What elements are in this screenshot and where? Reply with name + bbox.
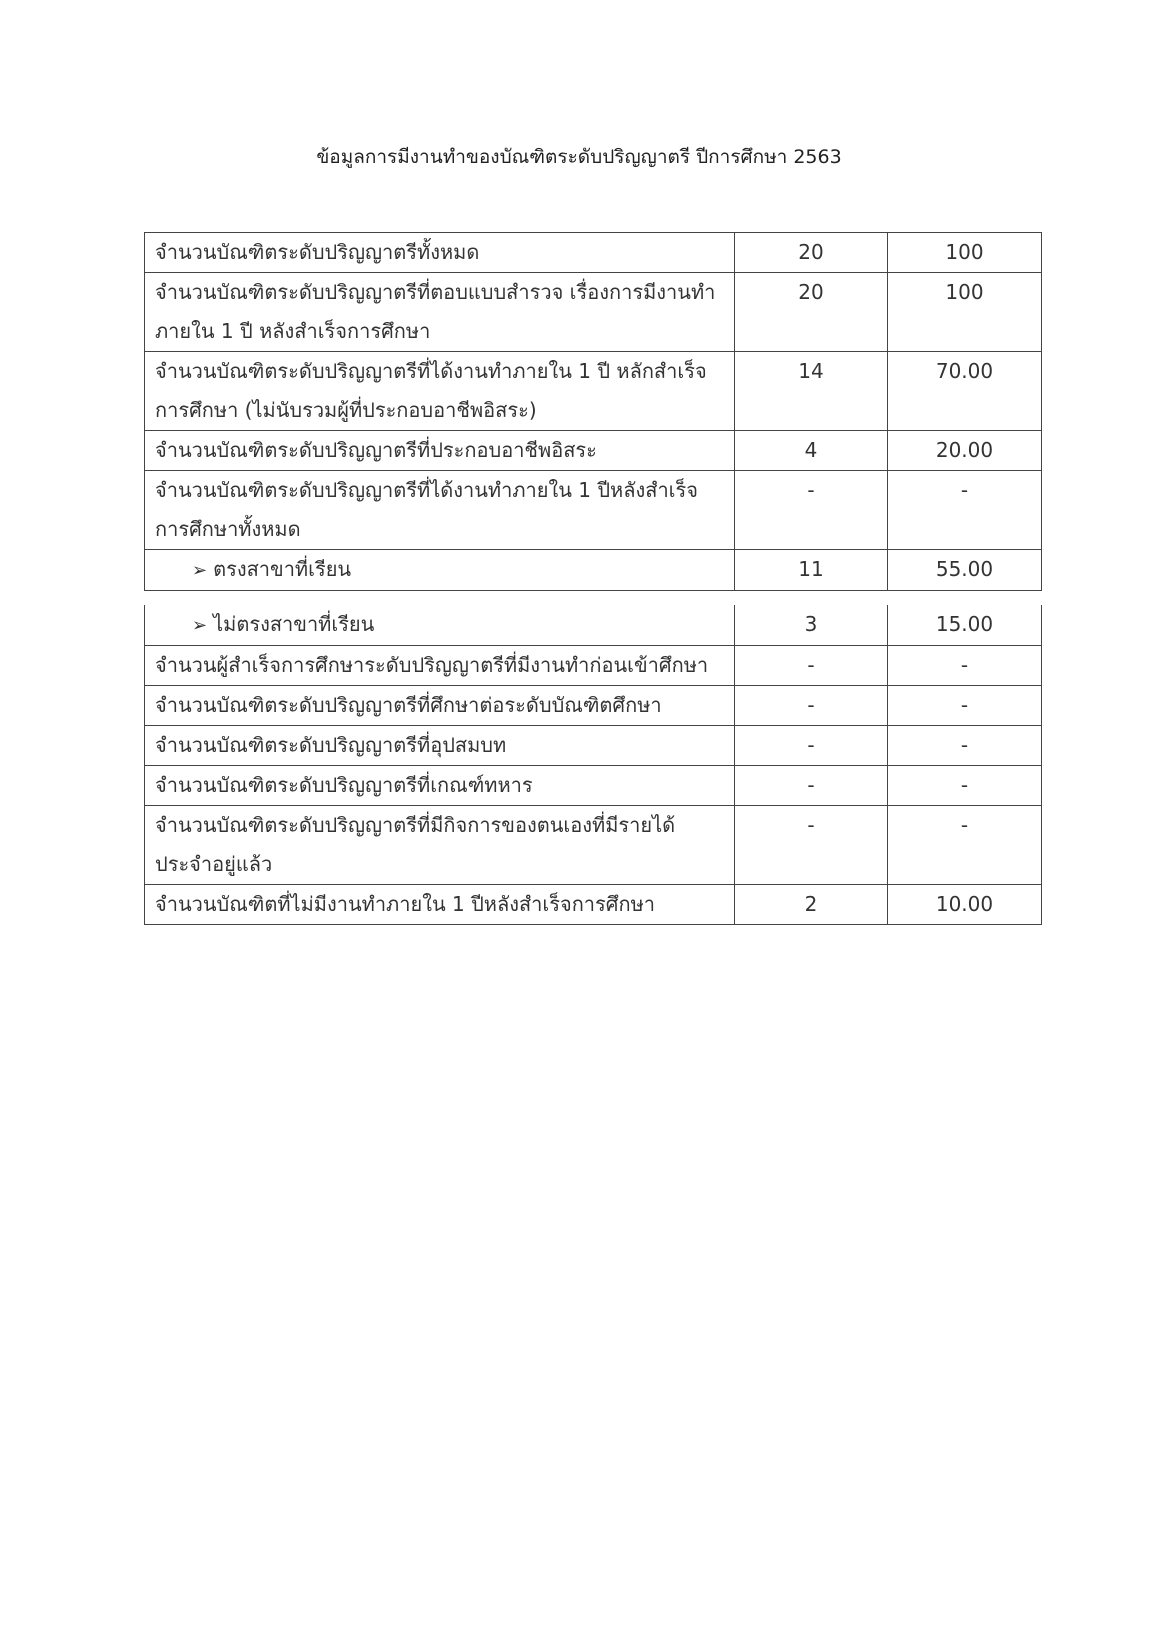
row-count: - — [735, 646, 888, 686]
table-row — [145, 726, 1042, 766]
row-percent: 20.00 — [888, 431, 1042, 471]
bullet-item — [155, 605, 724, 645]
row-count: - — [735, 766, 888, 806]
row-label: จำนวนบัณฑิตระดับปริญญาตรีที่เกณฑ์ทหาร — [145, 766, 735, 806]
table-row — [145, 686, 1042, 726]
table-row — [145, 605, 1042, 646]
row-percent: 10.00 — [888, 885, 1042, 925]
row-count: - — [735, 686, 888, 726]
row-percent: - — [888, 686, 1042, 726]
row-label: ตรงสาขาที่เรียน — [213, 557, 352, 581]
row-label: จำนวนผู้สำเร็จการศึกษาระดับปริญญาตรีที่มีงานทำก่อนเข้าศึกษา — [145, 646, 735, 686]
row-count: 4 — [735, 431, 888, 471]
row-percent: 100 — [888, 233, 1042, 273]
table-row — [145, 431, 1042, 471]
row-percent: 70.00 — [888, 352, 1042, 431]
row-percent: 15.00 — [888, 605, 1042, 646]
table-row — [145, 646, 1042, 686]
table-row — [145, 352, 1042, 431]
row-label: จำนวนบัณฑิตระดับปริญญาตรีที่ตอบแบบสำรวจ เรื่องการมีงานทำภายใน 1 ปี หลังสำเร็จการศึกษา — [145, 273, 735, 352]
row-percent: - — [888, 471, 1042, 550]
employment-table-part-2 — [144, 605, 1042, 925]
row-label: จำนวนบัณฑิตระดับปริญญาตรีที่อุปสมบท — [145, 726, 735, 766]
row-label: จำนวนบัณฑิตที่ไม่มีงานทำภายใน 1 ปีหลังสำเร็จการศึกษา — [145, 885, 735, 925]
table-row — [145, 885, 1042, 925]
table-row — [145, 766, 1042, 806]
table-row — [145, 273, 1042, 352]
row-label: จำนวนบัณฑิตระดับปริญญาตรีที่ได้งานทำภายใน 1 ปีหลังสำเร็จการศึกษาทั้งหมด — [145, 471, 735, 550]
row-count: - — [735, 726, 888, 766]
table-row — [145, 550, 1042, 591]
row-label: จำนวนบัณฑิตระดับปริญญาตรีทั้งหมด — [145, 233, 735, 273]
row-count: 20 — [735, 273, 888, 352]
row-count: - — [735, 806, 888, 885]
document-title: ข้อมูลการมีงานทำของบัณฑิตระดับปริญญาตรี ปีการศึกษา 2563 — [316, 146, 842, 168]
table-row — [145, 471, 1042, 550]
row-label: ไม่ตรงสาขาที่เรียน — [213, 612, 375, 636]
row-percent: - — [888, 806, 1042, 885]
row-count: 2 — [735, 885, 888, 925]
arrow-bullet-icon: ➢ — [192, 615, 208, 636]
row-percent: 55.00 — [888, 550, 1042, 591]
row-label: จำนวนบัณฑิตระดับปริญญาตรีที่ได้งานทำภายใน 1 ปี หลักสำเร็จการศึกษา (ไม่นับรวมผู้ที่ประกอบอาชีพอิสระ) — [145, 352, 735, 431]
row-count: - — [735, 471, 888, 550]
row-count: 11 — [735, 550, 888, 591]
arrow-bullet-icon: ➢ — [192, 560, 208, 581]
row-count: 20 — [735, 233, 888, 273]
employment-table-part-1 — [144, 232, 1042, 591]
table-row — [145, 233, 1042, 273]
row-count: 3 — [735, 605, 888, 646]
row-percent: - — [888, 726, 1042, 766]
row-label: จำนวนบัณฑิตระดับปริญญาตรีที่ศึกษาต่อระดับบัณฑิตศึกษา — [145, 686, 735, 726]
bullet-item — [155, 550, 724, 590]
row-percent: - — [888, 646, 1042, 686]
row-label-cell — [145, 605, 735, 646]
row-percent: - — [888, 766, 1042, 806]
row-count: 14 — [735, 352, 888, 431]
row-percent: 100 — [888, 273, 1042, 352]
row-label-cell — [145, 550, 735, 591]
row-label: จำนวนบัณฑิตระดับปริญญาตรีที่ประกอบอาชีพอิสระ — [145, 431, 735, 471]
row-label: จำนวนบัณฑิตระดับปริญญาตรีที่มีกิจการของตนเองที่มีรายได้ประจำอยู่แล้ว — [145, 806, 735, 885]
table-row — [145, 806, 1042, 885]
